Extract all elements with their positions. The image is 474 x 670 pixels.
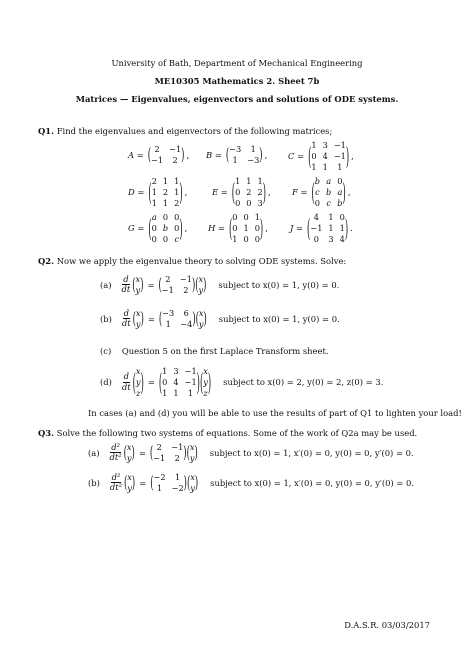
equals-sign: = [138, 447, 146, 458]
coefficient-matrix-right-paren: ) [196, 366, 200, 396]
equals-sign: = [139, 477, 147, 488]
matrix-punct: , [265, 223, 268, 233]
matrix-body-cell: 0 [313, 234, 319, 244]
part-label: (b) [100, 313, 112, 324]
matrix-body-left-paren: ( [307, 212, 311, 242]
matrix-name: E = [212, 187, 228, 197]
state-vector-lhs [133, 366, 144, 398]
matrix-body-cell: 0 [337, 176, 343, 186]
part-label: (b) [88, 477, 100, 488]
matrix-body-cell: 1 [162, 198, 169, 208]
matrix-body-cell: c [315, 187, 320, 197]
state-vector-rhs [195, 274, 206, 295]
matrix-body-left-paren: ( [228, 212, 233, 242]
matrix-body-cell: 4 [339, 234, 345, 244]
derivative-operator [122, 275, 131, 294]
derivative-numerator: d [123, 307, 129, 318]
coefficient-matrix [158, 274, 199, 295]
matrix-body-entries [151, 212, 183, 244]
state-vector-rhs-left-paren: ( [186, 442, 190, 463]
q2c-label: (c) [100, 346, 112, 356]
state-vector-lhs-right-paren: ) [140, 308, 144, 329]
matrix-row [206, 144, 267, 165]
state-vector-lhs-right-paren: ) [131, 442, 135, 463]
initial-conditions: subject to x(0) = 1, x′(0) = 0, y(0) = 0, y′(0) = 0. [209, 447, 414, 458]
matrix-body-entries [151, 144, 181, 165]
state-vector-lhs-cell: y [135, 319, 141, 329]
matrix-body-cell: 1 [162, 176, 169, 186]
matrix-row [128, 176, 187, 208]
coefficient-matrix-cell: 0 [162, 377, 168, 387]
matrix-row [292, 176, 350, 208]
matrix-body-right-paren: ) [345, 140, 350, 170]
coefficient-matrix-entries [154, 472, 184, 493]
state-vector-rhs-cell: x [203, 366, 208, 376]
coefficient-matrix-cell: −2 [153, 472, 166, 482]
coefficient-matrix-cell: 1 [162, 388, 168, 398]
matrix-punct: , [264, 149, 268, 160]
matrix-body-cell: −1 [310, 223, 323, 233]
part-label: (d) [100, 377, 112, 387]
coefficient-matrix-right-paren: ) [183, 472, 187, 493]
derivative-operator [122, 372, 131, 391]
coefficient-matrix-cell: 1 [156, 483, 163, 493]
state-vector-rhs-cell: z [203, 388, 208, 398]
matrix-body-entries [151, 176, 183, 208]
matrix-body-cell: 1 [339, 223, 345, 233]
matrix-body-entries [311, 140, 346, 172]
coefficient-matrix-left-paren: ( [149, 442, 154, 463]
state-vector-rhs [196, 308, 207, 329]
matrix-body-cell: 1 [250, 144, 256, 154]
q2-label: Q2. [38, 256, 55, 266]
derivative-denominator: dt² [109, 452, 122, 462]
coefficient-matrix-cell: 3 [173, 366, 179, 376]
coefficient-matrix [150, 442, 187, 463]
state-vector-lhs-left-paren: ( [132, 274, 136, 295]
q2-note: In cases (a) and (d) you will be able to use the results of part of Q1 to lighten your load! [88, 408, 462, 418]
matrix-body-cell: 2 [151, 176, 157, 186]
state-vector-lhs-cell: x [135, 274, 141, 284]
matrix-body-cell: 1 [235, 176, 241, 186]
matrix-name: F = [292, 187, 308, 197]
state-vector-rhs-left-paren: ( [195, 274, 199, 295]
q3a-equation [88, 442, 414, 463]
matrix-body-cell: 0 [235, 187, 241, 197]
derivative-operator [110, 443, 122, 462]
equals-sign: = [147, 279, 155, 290]
matrix-body-cell: 2 [154, 144, 160, 154]
state-vector-lhs [124, 472, 135, 493]
matrix-body-right-paren: ) [342, 176, 346, 206]
derivative-operator [122, 309, 131, 328]
state-vector-rhs-right-paren: ) [203, 274, 207, 295]
matrix-body-cell: a [337, 187, 343, 197]
matrix-body-cell: c [174, 234, 180, 244]
matrix-punct: , [351, 151, 354, 161]
matrix-body-cell: b [326, 187, 332, 197]
coefficient-matrix-left-paren: ( [150, 472, 154, 493]
state-vector-rhs-right-paren: ) [203, 308, 207, 329]
matrix-body-cell: 0 [254, 223, 260, 233]
matrix-body-cell: 0 [254, 234, 260, 244]
coefficient-matrix-cell: −1 [171, 442, 184, 452]
matrix-body-cell: 0 [151, 234, 157, 244]
initial-conditions: subject to x(0) = 1, y(0) = 0. [218, 279, 340, 290]
matrix-body-left-paren: ( [308, 140, 312, 170]
matrix-punct: . [350, 223, 353, 233]
matrix-body-cell: −1 [333, 151, 346, 161]
matrix-body-cell: 1 [311, 162, 317, 172]
matrix-body-cell: 0 [314, 198, 321, 208]
matrix-E [212, 176, 271, 208]
state-vector-rhs-cell: x [189, 442, 195, 452]
matrix-name: H = [208, 223, 225, 233]
matrix-body-cell: 2 [162, 187, 169, 197]
matrix-body-left-paren: ( [231, 176, 236, 206]
matrix-body-right-paren: ) [344, 212, 349, 242]
matrix-name: J = [290, 223, 304, 233]
q3-prompt [38, 428, 417, 438]
state-vector-lhs [124, 442, 135, 463]
matrix-body-cell: 1 [232, 234, 238, 244]
equation-row [88, 442, 414, 463]
equation-row [100, 308, 340, 329]
matrix-body-cell: 0 [162, 212, 169, 222]
matrix-body-right-paren: ) [179, 176, 183, 206]
derivative-numerator: d [123, 273, 129, 284]
coefficient-matrix [159, 366, 200, 398]
matrix-body-cell: b [162, 223, 169, 233]
coefficient-matrix-cell: 1 [173, 388, 179, 398]
part-label: (a) [88, 447, 100, 458]
state-vector-lhs-cell: y [135, 377, 141, 387]
state-vector-lhs-cell: z [136, 388, 141, 398]
matrix-body-right-paren: ) [179, 212, 183, 242]
state-vector-lhs-cell: x [126, 442, 132, 452]
state-vector-lhs-left-paren: ( [124, 472, 128, 493]
matrix-punct: , [347, 187, 351, 197]
matrix-body-cell: 3 [322, 140, 328, 150]
coefficient-matrix-cell: 1 [188, 388, 194, 398]
topic-heading: Matrices — Eigenvalues, eigenvectors and solutions of ODE systems. [75, 94, 399, 104]
state-vector-lhs-cell: x [135, 366, 141, 376]
matrix-row [128, 212, 187, 244]
matrix-D [128, 176, 187, 208]
q2b-equation [100, 308, 340, 329]
matrix-body-cell: 0 [174, 212, 180, 222]
q2c-text: Question 5 on the first Laplace Transform sheet. [121, 346, 329, 356]
coefficient-matrix-cell: 2 [183, 285, 189, 295]
matrix-body [312, 176, 346, 208]
derivative-denominator: dt [121, 381, 131, 392]
q2c-item [100, 346, 328, 356]
matrix-body-cell: 0 [246, 198, 252, 208]
matrix-body-cell: 4 [313, 212, 319, 222]
matrix-H [208, 212, 268, 244]
matrix-body [226, 144, 263, 165]
state-vector-lhs-left-paren: ( [132, 308, 136, 329]
matrix-name: B = [206, 149, 222, 160]
matrix-body-cell: 1 [232, 155, 238, 165]
matrix-punct: , [184, 223, 188, 233]
state-vector-rhs-cell: y [189, 453, 195, 463]
matrix-A [128, 144, 189, 165]
matrix-body-left-paren: ( [225, 144, 230, 165]
coefficient-matrix-cell: −1 [179, 274, 192, 284]
state-vector-rhs-cell: y [190, 483, 195, 493]
coefficient-matrix-cell: −1 [161, 285, 174, 295]
matrix-body [232, 176, 266, 208]
coefficient-matrix-cell: 1 [175, 472, 181, 482]
derivative-operator [110, 473, 122, 492]
matrix-body-cell: −3 [229, 144, 242, 154]
coefficient-matrix-cell: −3 [162, 308, 175, 318]
matrix-body-cell: 1 [254, 212, 260, 222]
matrix-B [206, 144, 267, 165]
matrix-name: G = [128, 223, 145, 233]
matrix-body-cell: −1 [169, 144, 182, 154]
state-vector-lhs-right-paren: ) [140, 274, 144, 295]
matrix-body-left-paren: ( [148, 176, 152, 206]
matrix-body [307, 212, 348, 244]
state-vector-lhs-left-paren: ( [123, 442, 127, 463]
state-vector-rhs-left-paren: ( [195, 308, 199, 329]
matrix-body-cell: 0 [174, 223, 180, 233]
matrix-G [128, 212, 187, 244]
matrix-body-cell: a [151, 212, 157, 222]
coefficient-matrix-cell: 2 [165, 274, 171, 284]
derivative-numerator: d² [111, 441, 120, 452]
matrix-body-cell: 0 [232, 212, 238, 222]
state-vector-rhs-cell: x [198, 274, 204, 284]
q1-prompt [38, 126, 332, 136]
matrix-body-right-paren: ) [262, 176, 267, 206]
matrix-J [290, 212, 353, 244]
matrix-body-cell: c [326, 198, 331, 208]
matrix-body-cell: 1 [243, 223, 249, 233]
q3b-equation [88, 472, 414, 493]
matrix-body-cell: −1 [151, 155, 164, 165]
matrix-body-entries [232, 212, 260, 244]
initial-conditions: subject to x(0) = 2, y(0) = 2, z(0) = 3. [223, 377, 384, 387]
matrix-name: D = [128, 187, 145, 197]
coefficient-matrix-cell: 1 [165, 319, 171, 329]
matrix-body-cell: −3 [247, 155, 260, 165]
derivative-numerator: d [123, 371, 129, 382]
coefficient-matrix-cell: −2 [171, 483, 184, 493]
matrix-punct: , [268, 187, 271, 197]
matrix-body-cell: 0 [232, 223, 238, 233]
equation-row [100, 366, 383, 398]
q1-text: Find the eigenvalues and eigenvectors of the following matrices; [56, 126, 333, 136]
state-vector-rhs-right-paren: ) [207, 366, 212, 396]
matrix-body-cell: 1 [328, 212, 334, 222]
coefficient-matrix-cell: 6 [183, 308, 189, 318]
matrix-body-cell: 0 [311, 151, 317, 161]
matrix-row [288, 140, 354, 172]
matrix-row [208, 212, 268, 244]
state-vector-rhs-right-paren: ) [194, 442, 198, 463]
institution-heading: University of Bath, Department of Mechanical Engineering [111, 58, 363, 68]
matrix-body-right-paren: ) [259, 212, 264, 242]
q1-label: Q1. [38, 126, 55, 136]
coefficient-matrix-entries [162, 366, 197, 398]
state-vector-lhs-cell: y [126, 453, 132, 463]
matrix-body-cell: 0 [243, 234, 249, 244]
matrix-body-cell: 3 [257, 198, 263, 208]
matrix-body-entries [235, 176, 263, 208]
coefficient-matrix-cell: −1 [153, 453, 166, 463]
coefficient-matrix-left-paren: ( [158, 308, 163, 329]
coefficient-matrix [150, 472, 187, 493]
matrix-body [229, 212, 263, 244]
coefficient-matrix-cell: −4 [180, 319, 193, 329]
derivative-denominator: dt [121, 284, 131, 294]
equals-sign: = [147, 377, 155, 387]
state-vector-rhs-cell: y [198, 285, 204, 295]
matrix-body-cell: 2 [172, 155, 178, 165]
state-vector-lhs-cell: y [127, 483, 132, 493]
state-vector-lhs [133, 308, 144, 329]
state-vector-rhs [200, 366, 211, 398]
coefficient-matrix-cell: 2 [156, 442, 162, 452]
matrix-body-cell: 1 [151, 187, 157, 197]
state-vector-lhs-cell: x [135, 308, 141, 318]
coefficient-matrix-cell: 1 [162, 366, 168, 376]
q2-prompt [38, 256, 346, 266]
derivative-numerator: d² [111, 471, 121, 482]
part-label: (a) [100, 279, 112, 290]
matrix-body-right-paren: ) [259, 144, 263, 165]
coefficient-matrix-entries [162, 308, 192, 329]
matrix-body-cell: 1 [174, 176, 180, 186]
matrix-body-cell: −1 [333, 140, 346, 150]
matrix-body-cell: 1 [328, 223, 334, 233]
q2a-equation [100, 274, 339, 295]
matrix-body-cell: 4 [322, 151, 328, 161]
matrix-name: A = [128, 149, 144, 160]
matrix-body-right-paren: ) [181, 144, 185, 165]
matrix-body [148, 176, 182, 208]
coefficient-matrix-right-paren: ) [192, 308, 196, 329]
matrix-body-cell: 2 [246, 187, 252, 197]
matrix-name: C = [288, 151, 305, 161]
matrix-body [148, 144, 185, 165]
coefficient-matrix-cell: 4 [173, 377, 179, 387]
matrix-body-entries [315, 176, 343, 208]
matrix-C [288, 140, 354, 172]
matrix-body [148, 212, 182, 244]
initial-conditions: subject to x(0) = 1, x′(0) = 0, y(0) = 0, y′(0) = 0. [210, 477, 415, 488]
matrix-body-entries [229, 144, 259, 165]
state-vector-rhs [187, 472, 198, 493]
state-vector-lhs-right-paren: ) [140, 366, 144, 396]
state-vector-rhs-right-paren: ) [194, 472, 199, 493]
state-vector-rhs-cell: y [198, 319, 204, 329]
course-heading: ME10305 Mathematics 2. Sheet 7b [154, 76, 320, 86]
signature-date: D.A.S.R. 03/03/2017 [344, 620, 430, 630]
state-vector-lhs [132, 274, 143, 295]
matrix-row [212, 176, 271, 208]
state-vector-rhs-cell: x [198, 308, 204, 318]
equals-sign: = [147, 313, 155, 324]
matrix-body-cell: 1 [246, 176, 252, 186]
state-vector-lhs-left-paren: ( [132, 366, 136, 396]
matrix-body-cell: 0 [162, 234, 169, 244]
matrix-punct: , [184, 187, 188, 197]
state-vector-lhs-cell: x [127, 472, 132, 482]
coefficient-matrix-cell: −1 [184, 377, 197, 387]
matrix-body-left-paren: ( [148, 212, 152, 242]
derivative-denominator: dt [121, 318, 131, 328]
q3-label: Q3. [38, 428, 55, 438]
matrix-body-cell: a [326, 176, 332, 186]
derivative-denominator: dt² [109, 482, 122, 492]
equation-row [100, 274, 339, 295]
coefficient-matrix-right-paren: ) [183, 442, 187, 463]
matrix-body-cell: b [314, 176, 321, 186]
matrix-body-left-paren: ( [311, 176, 315, 206]
matrix-body-cell: 1 [257, 176, 263, 186]
initial-conditions: subject to x(0) = 1, y(0) = 0. [218, 313, 340, 324]
matrix-body-cell: 1 [337, 162, 343, 172]
state-vector-rhs-left-paren: ( [199, 366, 204, 396]
matrix-body [308, 140, 349, 172]
matrix-F [292, 176, 350, 208]
matrix-body-cell: 2 [257, 187, 263, 197]
matrix-body-cell: 0 [243, 212, 249, 222]
q2-text: Now we apply the eigenvalue theory to solving ODE systems. Solve: [56, 256, 347, 266]
state-vector-lhs-cell: y [135, 285, 141, 295]
matrix-body-entries [310, 212, 345, 244]
matrix-body-cell: 0 [339, 212, 345, 222]
state-vector-rhs [187, 442, 198, 463]
coefficient-matrix [159, 308, 196, 329]
coefficient-matrix-cell: 2 [174, 453, 180, 463]
matrix-body-cell: 1 [151, 198, 157, 208]
coefficient-matrix-entries [153, 442, 183, 463]
state-vector-rhs-cell: y [203, 377, 208, 387]
matrix-body-cell: 2 [174, 198, 180, 208]
coefficient-matrix-left-paren: ( [158, 366, 163, 396]
state-vector-lhs-right-paren: ) [131, 472, 136, 493]
q2d-equation [100, 366, 383, 398]
state-vector-rhs-cell: x [190, 472, 195, 482]
matrix-body-cell: 0 [235, 198, 241, 208]
equation-row [88, 472, 414, 493]
matrix-row [290, 212, 353, 244]
matrix-body-left-paren: ( [147, 144, 152, 165]
matrix-body-cell: 1 [174, 187, 180, 197]
matrix-punct: , [186, 149, 190, 160]
coefficient-matrix-right-paren: ) [191, 274, 196, 295]
matrix-body-cell: b [337, 198, 343, 208]
coefficient-matrix-cell: −1 [184, 366, 197, 376]
state-vector-rhs-left-paren: ( [186, 472, 191, 493]
matrix-body-cell: 3 [328, 234, 334, 244]
matrix-row [128, 144, 189, 165]
matrix-body-cell: 1 [322, 162, 328, 172]
coefficient-matrix-entries [162, 274, 192, 295]
q3-text: Solve the following two systems of equations. Some of the work of Q2a may be used. [56, 428, 418, 438]
coefficient-matrix-left-paren: ( [158, 274, 162, 295]
matrix-body-cell: 1 [311, 140, 317, 150]
matrix-body-cell: 0 [151, 223, 157, 233]
